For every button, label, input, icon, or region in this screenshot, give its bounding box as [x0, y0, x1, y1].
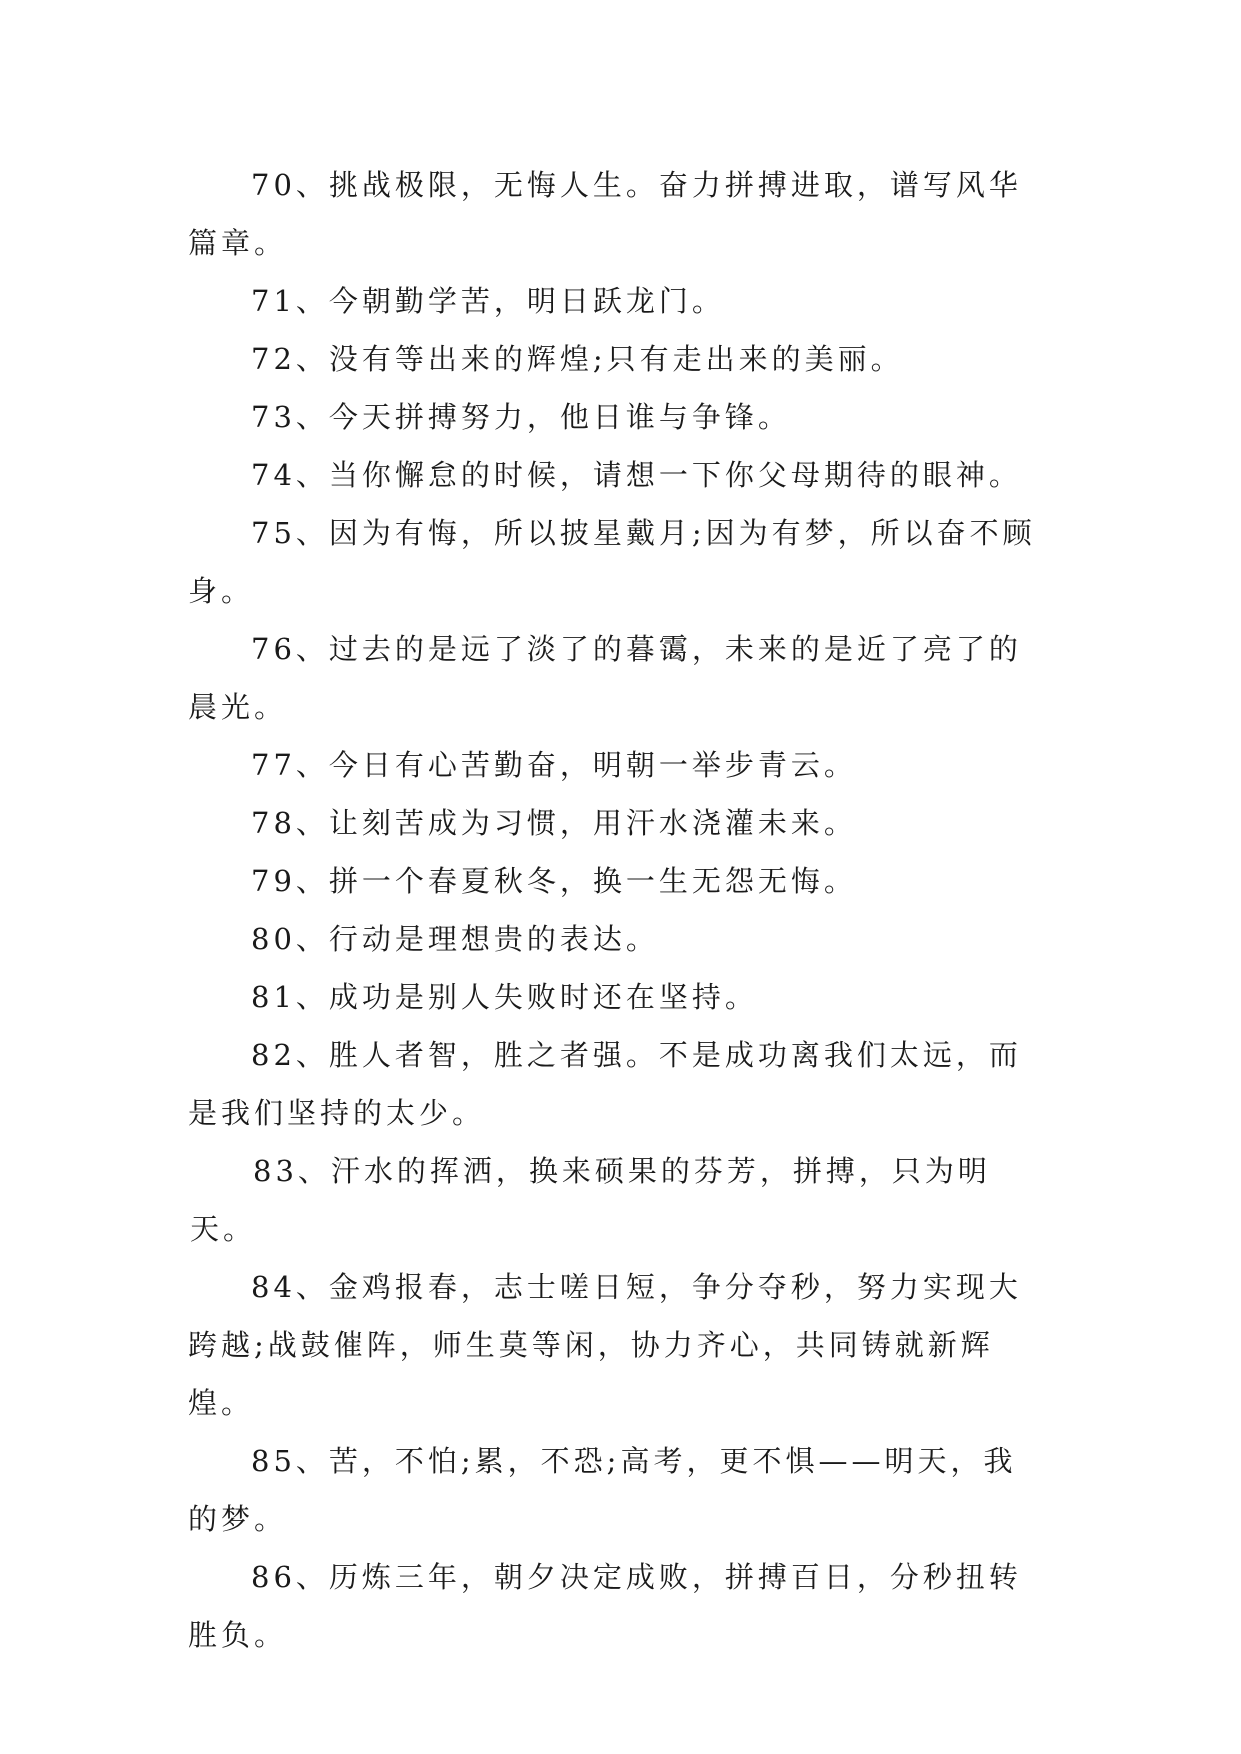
paragraph-74: 74、当你懈怠的时候，请想一下你父母期待的眼神。	[251, 458, 1022, 492]
paragraph-77: 77、今日有心苦勤奋，明朝一举步青云。	[251, 748, 857, 782]
paragraph-80: 80、行动是理想贵的表达。	[251, 922, 659, 956]
paragraph-82: 82、胜人者智，胜之者强。不是成功离我们太远，而是我们坚持的太少。	[188, 1038, 1022, 1130]
paragraph-83: 83、汗水的挥洒，换来硕果的芬芳，拼搏，只为明天。	[190, 1154, 991, 1246]
paragraph-81: 81、成功是别人失败时还在坚持。	[251, 980, 758, 1014]
paragraph-84: 84、金鸡报春，志士嗟日短，争分夺秒，努力实现大跨越;战鼓催阵，师生莫等闲，协力齐心，共同铸就新辉煌。	[188, 1270, 1022, 1420]
paragraph-73: 73、今天拼搏努力，他日谁与争锋。	[251, 400, 791, 434]
paragraph-79: 79、拼一个春夏秋冬，换一生无怨无悔。	[251, 864, 857, 898]
paragraph-71: 71、今朝勤学苦，明日跃龙门。	[251, 284, 725, 318]
paragraph-85: 85、苦，不怕;累，不恐;高考，更不惧——明天，我的梦。	[188, 1444, 1017, 1536]
paragraph-86: 86、历炼三年，朝夕决定成败，拼搏百日，分秒扭转胜负。	[188, 1560, 1022, 1652]
paragraph-72: 72、没有等出来的辉煌;只有走出来的美丽。	[251, 342, 904, 376]
paragraph-70: 70、挑战极限，无悔人生。奋力拼搏进取，谱写风华篇章。	[188, 168, 1022, 260]
paragraph-78: 78、让刻苦成为习惯，用汗水浇灌未来。	[251, 806, 857, 840]
document-body	[188, 156, 1048, 1664]
paragraph-75: 75、因为有悔，所以披星戴月;因为有梦，所以奋不顾身。	[188, 516, 1036, 608]
paragraph-76: 76、过去的是远了淡了的暮霭，未来的是近了亮了的晨光。	[188, 632, 1022, 724]
